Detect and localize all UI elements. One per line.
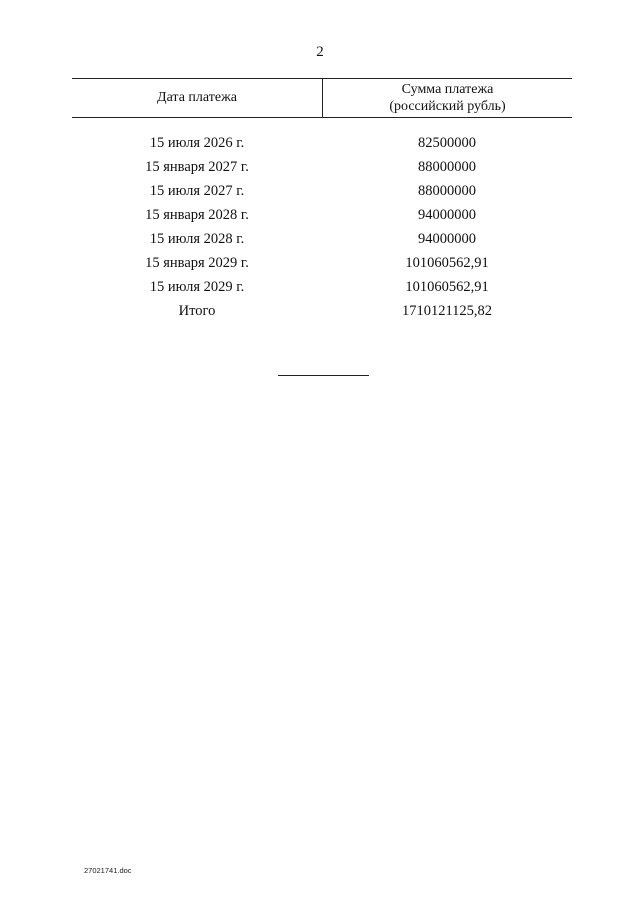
header-date-label: Дата платежа [157,90,237,105]
table-row [72,131,572,155]
header-sum-unit: (российский рубль) [389,99,506,114]
table-header [72,78,572,118]
footer-file-name: 27021741.doc [84,866,132,875]
payment-sum: 101060562,91 [405,254,489,271]
table-body [72,131,572,323]
table-row [72,179,572,203]
payment-date: 15 июля 2029 г. [149,278,245,295]
payment-date: 15 января 2027 г. [145,158,249,175]
payment-sum: 94000000 [418,206,476,223]
payment-sum: 88000000 [418,158,476,175]
table-row [72,155,572,179]
header-sum [323,79,572,117]
payment-date: 15 июля 2027 г. [149,182,245,199]
total-sum: 1710121125,82 [401,302,493,319]
table-row [72,227,572,251]
payment-sum: 82500000 [418,134,476,151]
payment-date: 15 июля 2028 г. [149,230,245,247]
payment-date: 15 января 2028 г. [145,206,249,223]
closing-rule [278,375,369,376]
payment-sum: 101060562,91 [405,278,489,295]
payment-sum: 94000000 [418,230,476,247]
header-date [72,79,323,117]
payment-date: 15 июля 2026 г. [149,134,245,151]
header-sum-label: Сумма платежа [401,82,494,97]
table-row [72,203,572,227]
table-row [72,251,572,275]
page-number: 2 [316,44,324,60]
payment-sum: 88000000 [418,182,476,199]
table-row [72,275,572,299]
table-row-total [72,299,572,323]
payment-date: 15 января 2029 г. [145,254,249,271]
total-label: Итого [178,302,216,319]
